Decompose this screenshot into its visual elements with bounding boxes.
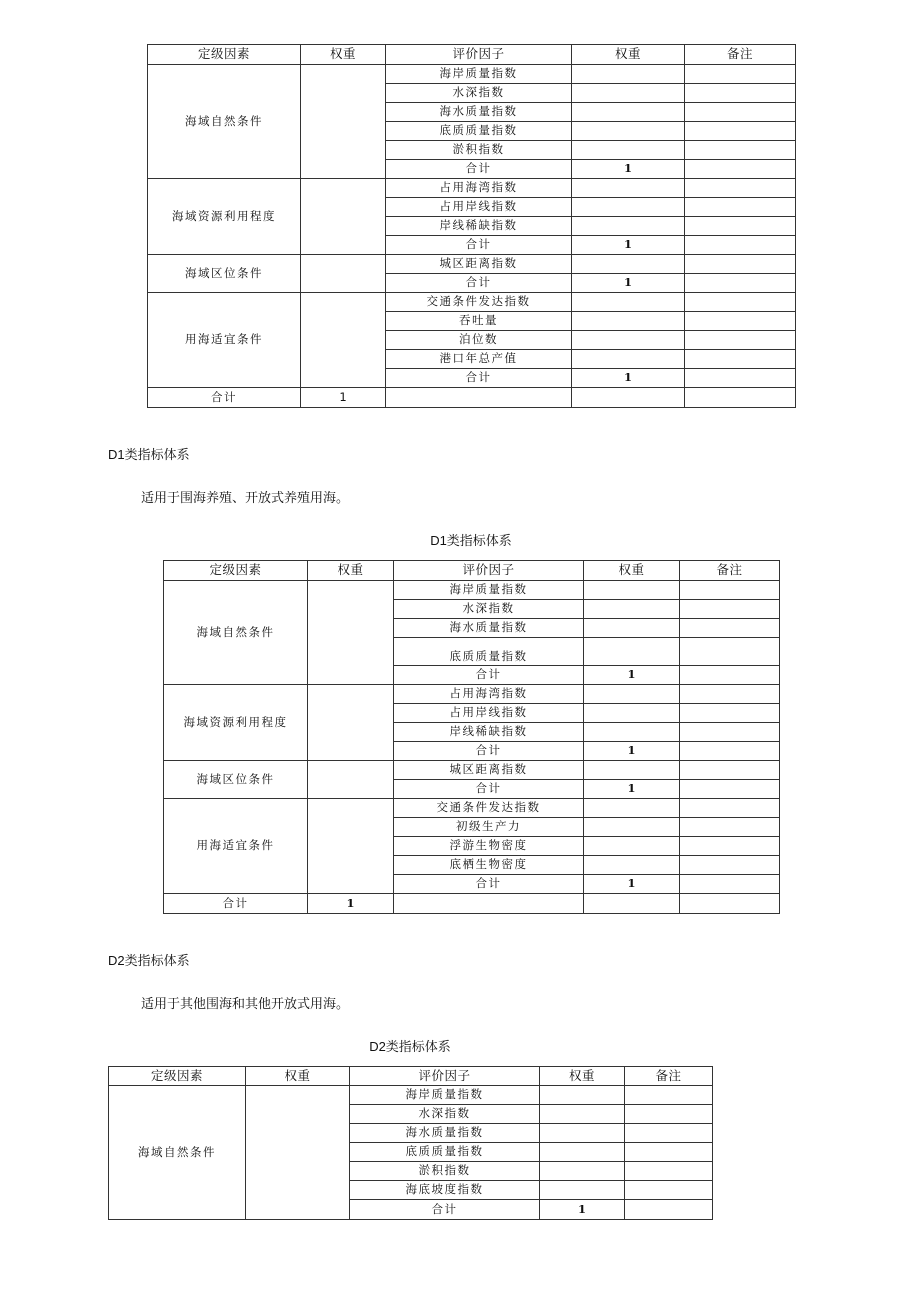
factor-weight-cell — [572, 65, 685, 84]
remarks-cell — [685, 331, 796, 350]
evaluation-factor: 海水质量指数 — [394, 619, 584, 638]
grading-weight-cell — [301, 293, 386, 388]
remarks-cell — [680, 581, 780, 600]
subtotal-weight: 1 — [584, 780, 680, 799]
factor-weight-cell — [572, 198, 685, 217]
subtotal-weight: 1 — [584, 666, 680, 685]
factor-weight-cell — [584, 723, 680, 742]
header-factor-weight: 权重 — [584, 561, 680, 581]
evaluation-factor: 底质质量指数 — [350, 1143, 540, 1162]
header-factor-weight: 权重 — [572, 45, 685, 65]
header-weight: 权重 — [308, 561, 394, 581]
evaluation-factor: 海岸质量指数 — [386, 65, 572, 84]
factor-weight-cell — [540, 1086, 625, 1105]
total-label: 合计 — [164, 894, 308, 914]
grading-weight-cell — [246, 1086, 350, 1220]
remarks-cell — [680, 723, 780, 742]
remarks-cell — [625, 1105, 713, 1124]
evaluation-factor: 吞吐量 — [386, 312, 572, 331]
factor-weight-cell — [572, 122, 685, 141]
subtotal-label: 合计 — [386, 236, 572, 255]
remarks-cell — [625, 1143, 713, 1162]
remarks-cell — [680, 600, 780, 619]
grading-factor: 海域区位条件 — [164, 761, 308, 799]
header-evaluation-factor: 评价因子 — [386, 45, 572, 65]
grading-weight-cell — [301, 255, 386, 293]
factor-weight-cell — [572, 255, 685, 274]
evaluation-factor: 海水质量指数 — [350, 1124, 540, 1143]
evaluation-factor: 岸线稀缺指数 — [394, 723, 584, 742]
evaluation-factor: 占用岸线指数 — [394, 704, 584, 723]
empty-cell — [394, 894, 584, 914]
factor-weight-cell — [572, 141, 685, 160]
factor-weight-cell — [584, 799, 680, 818]
remarks-cell — [685, 217, 796, 236]
subtotal-weight: 1 — [572, 274, 685, 293]
remarks-cell — [680, 685, 780, 704]
total-label: 合计 — [148, 388, 301, 408]
factor-weight-cell — [584, 837, 680, 856]
factor-weight-cell — [584, 685, 680, 704]
factor-weight-cell — [572, 350, 685, 369]
table-caption-d2: D2类指标体系 — [369, 1039, 451, 1054]
evaluation-factor: 港口年总产值 — [386, 350, 572, 369]
header-weight: 权重 — [246, 1067, 350, 1086]
remarks-cell — [685, 236, 796, 255]
evaluation-factor: 底质质量指数 — [394, 638, 584, 666]
evaluation-factor: 水深指数 — [386, 84, 572, 103]
factor-weight-cell — [572, 331, 685, 350]
remarks-cell — [680, 856, 780, 875]
header-grading-factor: 定级因素 — [109, 1067, 246, 1086]
remarks-cell — [685, 369, 796, 388]
header-grading-factor: 定级因素 — [164, 561, 308, 581]
grading-weight-cell — [301, 65, 386, 179]
evaluation-factor: 岸线稀缺指数 — [386, 217, 572, 236]
total-weight: 1 — [301, 388, 386, 408]
remarks-cell — [680, 666, 780, 685]
factor-weight-cell — [584, 581, 680, 600]
factor-weight-cell — [540, 1181, 625, 1200]
remarks-cell — [680, 704, 780, 723]
remarks-cell — [685, 65, 796, 84]
header-evaluation-factor: 评价因子 — [394, 561, 584, 581]
subtotal-label: 合计 — [386, 274, 572, 293]
empty-cell — [685, 388, 796, 408]
header-evaluation-factor: 评价因子 — [350, 1067, 540, 1086]
remarks-cell — [680, 799, 780, 818]
evaluation-factor: 海岸质量指数 — [350, 1086, 540, 1105]
factor-weight-cell — [572, 179, 685, 198]
remarks-cell — [680, 875, 780, 894]
subtotal-label: 合计 — [394, 875, 584, 894]
grading-weight-cell — [308, 799, 394, 894]
empty-cell — [584, 894, 680, 914]
remarks-cell — [685, 103, 796, 122]
evaluation-factor: 浮游生物密度 — [394, 837, 584, 856]
evaluation-factor: 底质质量指数 — [386, 122, 572, 141]
evaluation-factor: 泊位数 — [386, 331, 572, 350]
remarks-cell — [625, 1124, 713, 1143]
grading-factor: 海域资源利用程度 — [164, 685, 308, 761]
factor-weight-cell — [540, 1105, 625, 1124]
evaluation-factor: 占用海湾指数 — [394, 685, 584, 704]
remarks-cell — [685, 84, 796, 103]
remarks-cell — [625, 1086, 713, 1105]
empty-cell — [680, 894, 780, 914]
factor-weight-cell — [584, 761, 680, 780]
subtotal-label: 合计 — [394, 742, 584, 761]
remarks-cell — [625, 1162, 713, 1181]
remarks-cell — [625, 1200, 713, 1220]
subtotal-label: 合计 — [394, 780, 584, 799]
remarks-cell — [680, 780, 780, 799]
grading-weight-cell — [308, 581, 394, 685]
evaluation-factor: 水深指数 — [394, 600, 584, 619]
evaluation-factor: 城区距离指数 — [394, 761, 584, 780]
grading-weight-cell — [308, 685, 394, 761]
remarks-cell — [685, 198, 796, 217]
subtotal-weight: 1 — [584, 742, 680, 761]
grading-factor: 海域自然条件 — [148, 65, 301, 179]
index-table-c — [147, 44, 796, 408]
evaluation-factor: 海水质量指数 — [386, 103, 572, 122]
grading-weight-cell — [308, 761, 394, 799]
grading-factor: 用海适宜条件 — [148, 293, 301, 388]
grading-factor: 海域区位条件 — [148, 255, 301, 293]
subtotal-label: 合计 — [394, 666, 584, 685]
remarks-cell — [685, 122, 796, 141]
header-grading-factor: 定级因素 — [148, 45, 301, 65]
section-description-d2: 适用于其他围海和其他开放式用海。 — [141, 997, 350, 1012]
factor-weight-cell — [572, 217, 685, 236]
subtotal-weight: 1 — [572, 236, 685, 255]
evaluation-factor: 城区距离指数 — [386, 255, 572, 274]
subtotal-label: 合计 — [350, 1200, 540, 1220]
remarks-cell — [680, 638, 780, 666]
factor-weight-cell — [584, 856, 680, 875]
total-weight: 1 — [308, 894, 394, 914]
index-table-d1 — [163, 560, 780, 914]
factor-weight-cell — [540, 1162, 625, 1181]
remarks-cell — [685, 350, 796, 369]
remarks-cell — [680, 818, 780, 837]
subtotal-label: 合计 — [386, 160, 572, 179]
remarks-cell — [685, 274, 796, 293]
empty-cell — [572, 388, 685, 408]
evaluation-factor: 初级生产力 — [394, 818, 584, 837]
remarks-cell — [680, 837, 780, 856]
header-factor-weight: 权重 — [540, 1067, 625, 1086]
header-remarks: 备注 — [625, 1067, 713, 1086]
header-weight: 权重 — [301, 45, 386, 65]
evaluation-factor: 占用岸线指数 — [386, 198, 572, 217]
grading-factor: 海域资源利用程度 — [148, 179, 301, 255]
remarks-cell — [685, 312, 796, 331]
subtotal-label: 合计 — [386, 369, 572, 388]
evaluation-factor: 交通条件发达指数 — [394, 799, 584, 818]
evaluation-factor: 底栖生物密度 — [394, 856, 584, 875]
factor-weight-cell — [540, 1124, 625, 1143]
evaluation-factor: 淤积指数 — [350, 1162, 540, 1181]
factor-weight-cell — [584, 704, 680, 723]
evaluation-factor: 水深指数 — [350, 1105, 540, 1124]
empty-cell — [386, 388, 572, 408]
remarks-cell — [685, 160, 796, 179]
factor-weight-cell — [584, 619, 680, 638]
factor-weight-cell — [572, 312, 685, 331]
remarks-cell — [680, 619, 780, 638]
factor-weight-cell — [584, 600, 680, 619]
subtotal-weight: 1 — [584, 875, 680, 894]
evaluation-factor: 交通条件发达指数 — [386, 293, 572, 312]
remarks-cell — [680, 742, 780, 761]
evaluation-factor: 海底坡度指数 — [350, 1181, 540, 1200]
remarks-cell — [680, 761, 780, 780]
index-table-d2 — [108, 1066, 713, 1220]
factor-weight-cell — [572, 293, 685, 312]
section-heading-d2: D2类指标体系 — [108, 953, 190, 968]
header-remarks: 备注 — [680, 561, 780, 581]
grading-factor: 海域自然条件 — [109, 1086, 246, 1220]
factor-weight-cell — [584, 638, 680, 666]
subtotal-weight: 1 — [540, 1200, 625, 1220]
evaluation-factor: 占用海湾指数 — [386, 179, 572, 198]
evaluation-factor: 淤积指数 — [386, 141, 572, 160]
remarks-cell — [685, 293, 796, 312]
grading-factor: 海域自然条件 — [164, 581, 308, 685]
subtotal-weight: 1 — [572, 369, 685, 388]
factor-weight-cell — [540, 1143, 625, 1162]
grading-weight-cell — [301, 179, 386, 255]
subtotal-weight: 1 — [572, 160, 685, 179]
factor-weight-cell — [584, 818, 680, 837]
grading-factor: 用海适宜条件 — [164, 799, 308, 894]
section-description-d1: 适用于围海养殖、开放式养殖用海。 — [141, 491, 350, 506]
factor-weight-cell — [572, 84, 685, 103]
factor-weight-cell — [572, 103, 685, 122]
remarks-cell — [625, 1181, 713, 1200]
evaluation-factor: 海岸质量指数 — [394, 581, 584, 600]
remarks-cell — [685, 179, 796, 198]
remarks-cell — [685, 141, 796, 160]
section-heading-d1: D1类指标体系 — [108, 447, 190, 462]
header-remarks: 备注 — [685, 45, 796, 65]
remarks-cell — [685, 255, 796, 274]
table-caption-d1: D1类指标体系 — [430, 533, 512, 548]
